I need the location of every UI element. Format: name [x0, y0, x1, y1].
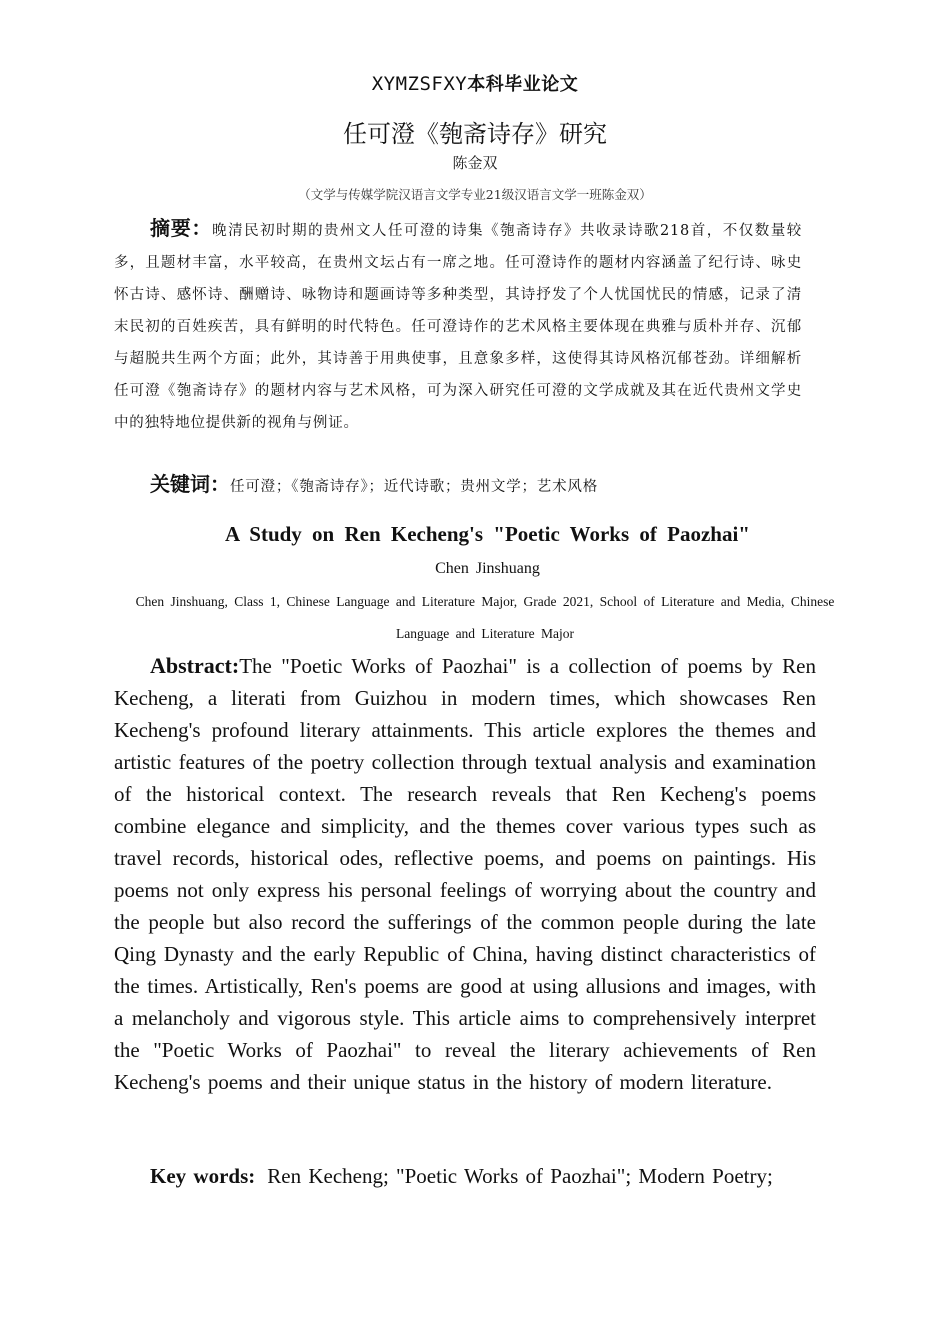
chinese-abstract	[114, 212, 802, 439]
chinese-author: 陈金双	[452, 154, 498, 172]
chinese-affiliation: （文学与传媒学院汉语言文学专业21级汉语言文学一班陈金双）	[298, 187, 652, 202]
chinese-abstract-text: 晚清民初时期的贵州文人任可澄的诗集《匏斋诗存》共收录诗歌218首，不仅数量较多，且题材丰富，水平较高，在贵州文坛占有一席之地。任可澄诗作的题材内容涵盖了纪行诗、咏史怀古诗、感怀诗、酬赠诗、咏物诗和题画诗等多种类型，其诗抒发了个人忧国忧民的情感，记录了清末民初的百姓疾苦，具有鲜明的时代特色。任可澄诗作的艺术风格主要体现在典雅与质朴并存、沉郁与超脱共生两个方面；此外，其诗善于用典使事，且意象多样，这使得其诗风格沉郁苍劲。详细解析任可澄《匏斋诗存》的题材内容与艺术风格，可为深入研究任可澄的文学成就及其在近代贵州文学史中的独特地位提供新的视角与例证。	[114, 223, 803, 431]
chinese-keywords-label: 关键词：	[150, 472, 230, 496]
document-kind: 本科毕业论文	[467, 74, 579, 95]
english-abstract-label: Abstract:	[150, 653, 240, 678]
chinese-title: 任可澄《匏斋诗存》研究	[343, 120, 607, 148]
english-keywords-label: Key words:	[150, 1164, 256, 1188]
english-affiliation: Chen Jinshuang, Class 1, Chinese Language and Literature Major, Grade 2021, School of Literature and Media, Chinese Language and Literature Major	[135, 594, 835, 641]
english-abstract	[114, 650, 816, 1098]
chinese-keywords	[114, 468, 802, 503]
english-title: A Study on Ren Kecheng's "Poetic Works of Paozhai"	[225, 522, 750, 546]
chinese-keywords-text: 任可澄；《匏斋诗存》；近代诗歌；贵州文学；艺术风格	[230, 479, 598, 495]
english-author: Chen Jinshuang	[435, 560, 540, 577]
chinese-abstract-label: 摘要：	[150, 216, 213, 240]
english-keywords	[114, 1160, 816, 1192]
english-abstract-text: The "Poetic Works of Paozhai" is a collection of poems by Ren Kecheng, a literati from Guizhou in modern times, which showcases Ren Kecheng's profound literary attainments. This article explores the themes and artistic features of the poetry collection through textual analysis and examination of the historical context. The research reveals that Ren Kecheng's poems combine elegance and simplicity, and the themes cover various types such as travel records, historical odes, reflective poems, and poems on paintings. His poems not only express his personal feelings of worrying about the country and the people but also record the sufferings of the common people during the late Qing Dynasty and the early Republic of China, having distinct characteristics of the times. Artistically, Ren's poems are good at using allusions and images, with a melancholy and vigorous style. This article aims to comprehensively interpret the "Poetic Works of Paozhai" to reveal the literary achievements of Ren Kecheng's poems and their unique status in the history of modern literature.	[114, 654, 816, 1094]
document-header	[0, 70, 950, 96]
english-keywords-text: Ren Kecheng; "Poetic Works of Paozhai"; Modern Poetry;	[267, 1164, 773, 1188]
school-code: XYMZSFXY	[371, 73, 468, 95]
